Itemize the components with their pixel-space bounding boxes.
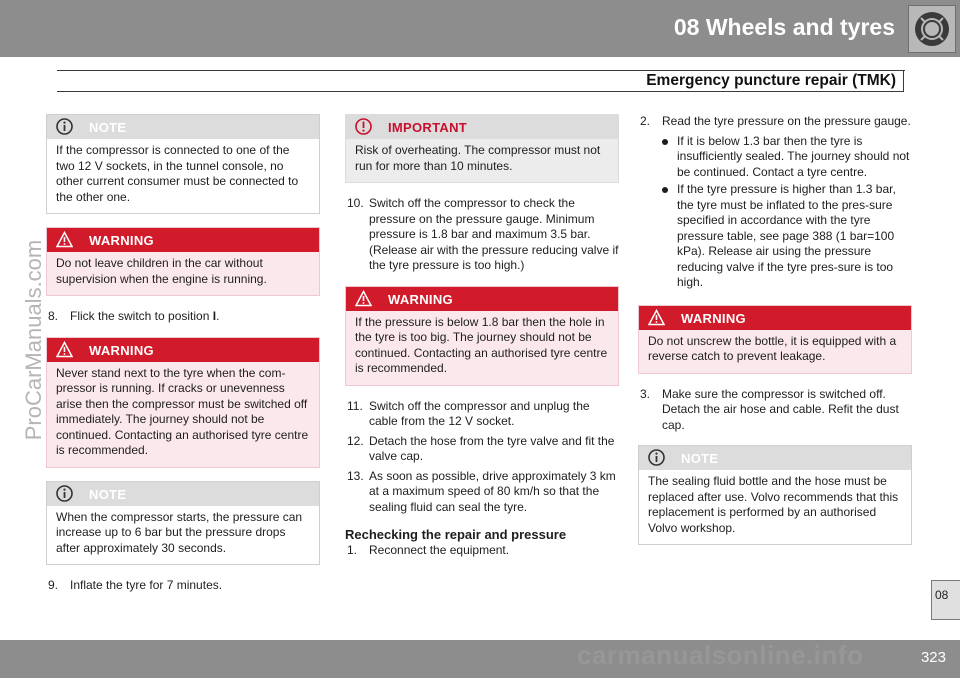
important-text: Risk of overheating. The compressor must not run for more than 10 minutes. bbox=[346, 139, 618, 182]
warning-text: Do not leave children in the car without supervision when the engine is running. bbox=[47, 252, 319, 295]
list-item bbox=[660, 182, 912, 291]
column-3 bbox=[638, 114, 912, 558]
warning-text: Never stand next to the tyre when the com-pressor is running. If cracks or unevenness arise then the compressor must be switched off immediately. The journey should not be continued. Contacting an authorised tyre centre is recommended. bbox=[47, 362, 319, 467]
recheck-heading: Rechecking the repair and pressure bbox=[345, 527, 567, 542]
recheck-step-3 bbox=[640, 387, 912, 434]
step-text: Read the tyre pressure on the pressure gauge. bbox=[662, 114, 911, 128]
important-box bbox=[345, 114, 619, 183]
step-number: 2. bbox=[640, 114, 651, 128]
warning-text: If the pressure is below 1.8 bar then the hole in the tyre is too big. The journey should not be continued. Contacting an authorised tyre centre is recommended. bbox=[346, 311, 618, 385]
warning-header bbox=[639, 306, 911, 330]
info-icon bbox=[355, 118, 372, 135]
warning-title: WARNING bbox=[89, 342, 154, 358]
recheck-step-2 bbox=[640, 114, 912, 130]
warning-triangle-icon bbox=[355, 290, 372, 307]
bullet-dot bbox=[662, 139, 668, 145]
note-header bbox=[47, 115, 319, 139]
step-number: 3. bbox=[640, 386, 651, 401]
step-13 bbox=[347, 469, 619, 516]
watermark-bottom: carmanualsonline.info bbox=[577, 640, 864, 670]
step-number: 12. bbox=[347, 433, 364, 448]
step-text: Switch off the compressor to check the pressure on the pressure gauge. Minimum pressure is 1.8 bar and maximum 3.5 bar. (Release air with the pressure reducing valve if the tyre pressure is too high.) bbox=[369, 196, 619, 272]
step-text: Reconnect the equipment. bbox=[369, 542, 510, 557]
step-9 bbox=[48, 578, 320, 594]
note-text: The sealing fluid bottle and the hose must be replaced after use. Volvo recommends that this replacement is performed by an authorised Volvo workshop. bbox=[639, 470, 911, 544]
step-number: 9. bbox=[48, 578, 59, 592]
note-header bbox=[47, 482, 319, 506]
warning-header bbox=[47, 338, 319, 362]
info-icon bbox=[56, 485, 73, 502]
warning-header bbox=[47, 228, 319, 252]
step-text: Detach the hose from the tyre valve and fit the valve cap. bbox=[369, 433, 615, 463]
step-text: Make sure the compressor is switched off. Detach the air hose and cable. Refit the dust cap. bbox=[662, 386, 899, 432]
bullet-text: If it is below 1.3 bar then the tyre is insufficiently sealed. The journey should not be continued. Contact a tyre centre. bbox=[677, 133, 910, 179]
warning-box bbox=[46, 227, 320, 296]
step-number: 1. bbox=[347, 542, 358, 557]
list-item bbox=[660, 134, 912, 181]
step-tail: . bbox=[216, 309, 220, 323]
note-box bbox=[46, 114, 320, 214]
step-number: 13. bbox=[347, 468, 364, 483]
chapter-title: 08 Wheels and tyres bbox=[673, 14, 895, 40]
note-box bbox=[638, 445, 912, 545]
tyre-icon bbox=[908, 5, 956, 53]
section-title: Emergency puncture repair (TMK) bbox=[646, 72, 896, 89]
recheck-step-1 bbox=[347, 543, 619, 559]
chapter-side-tab-label: 08 bbox=[935, 588, 949, 602]
step-text: As soon as possible, drive approximately 3 km at a maximum speed of 80 km/h so that the sealing fluid can seal the tyre. bbox=[369, 468, 616, 514]
step-8 bbox=[48, 309, 320, 325]
warning-title: WARNING bbox=[388, 291, 453, 307]
step-number: 8. bbox=[48, 309, 59, 323]
column-2 bbox=[345, 114, 619, 562]
switch-position: I bbox=[212, 309, 217, 323]
warning-box bbox=[638, 305, 912, 374]
note-title: NOTE bbox=[89, 120, 127, 135]
warning-box bbox=[46, 337, 320, 468]
note-header bbox=[639, 446, 911, 470]
bullet-list bbox=[660, 134, 912, 291]
page-number: 323 bbox=[920, 649, 946, 666]
step-text: Switch off the compressor and unplug the cable from the 12 V socket. bbox=[369, 398, 590, 428]
warning-triangle-icon bbox=[648, 309, 665, 326]
note-title: NOTE bbox=[89, 486, 127, 502]
column-1 bbox=[46, 114, 320, 598]
note-box bbox=[46, 481, 320, 566]
note-title: NOTE bbox=[681, 451, 719, 466]
warning-triangle-icon bbox=[56, 341, 73, 358]
warning-box bbox=[345, 286, 619, 386]
warning-text: Do not unscrew the bottle, it is equipped with a reverse catch to prevent leakage. bbox=[639, 330, 911, 373]
note-text: When the compressor starts, the pressure can increase up to 6 bar but the pressure drops after approximately 30 seconds. bbox=[47, 506, 319, 565]
watermark-left: ProCarManuals.com bbox=[21, 239, 46, 441]
warning-triangle-icon bbox=[56, 231, 73, 248]
step-12 bbox=[347, 434, 619, 465]
warning-header bbox=[346, 287, 618, 311]
step-text: Inflate the tyre for 7 minutes. bbox=[70, 578, 223, 592]
info-icon bbox=[56, 118, 73, 135]
warning-title: WARNING bbox=[89, 233, 154, 248]
warning-title: WARNING bbox=[681, 310, 746, 326]
step-10 bbox=[347, 196, 619, 274]
step-number: 11. bbox=[347, 398, 363, 413]
step-11 bbox=[347, 399, 619, 430]
step-text: Flick the switch to position bbox=[70, 309, 213, 323]
info-icon bbox=[648, 449, 665, 466]
important-title: IMPORTANT bbox=[388, 120, 468, 135]
important-header bbox=[346, 115, 618, 139]
bullet-text: If the tyre pressure is higher than 1.3 bar, the tyre must be inflated to the pres-sure specified in accordance with the tyre pressure table, see page 388 (1 bar=100 kPa). Release air using the pressure reducing valve if the tyre pres-sure is too high. bbox=[677, 182, 896, 289]
step-number: 10. bbox=[347, 196, 364, 210]
note-text: If the compressor is connected to one of the two 12 V sockets, in the tunnel console, no other current consumer must be connected to the other one. bbox=[47, 139, 319, 213]
bullet-dot bbox=[662, 187, 668, 193]
